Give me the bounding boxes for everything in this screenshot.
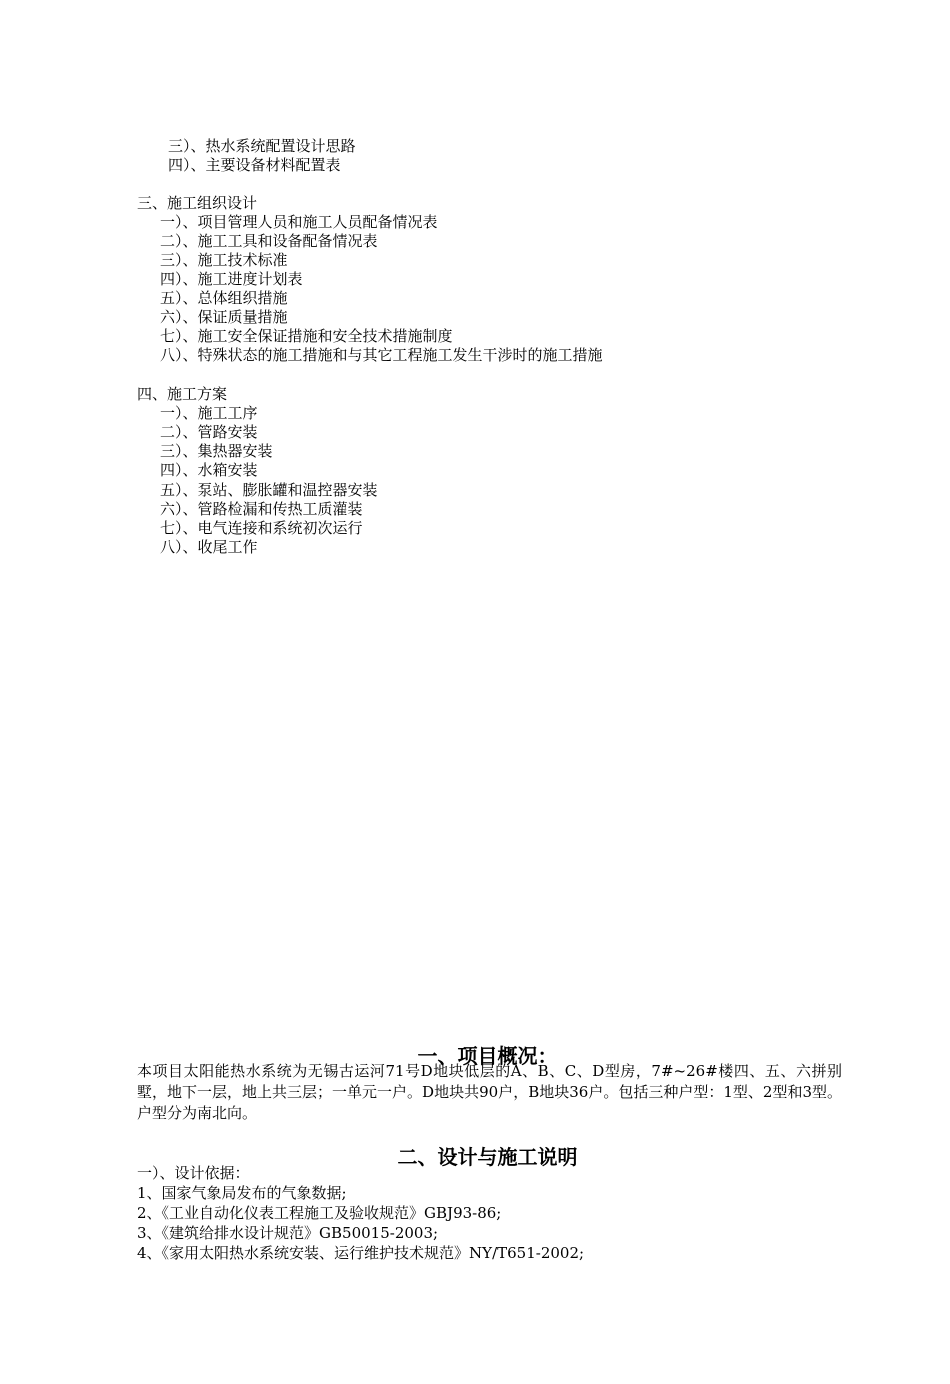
section2-item-3: 3、《建筑给排水设计规范》GB50015-2003; [137,1224,439,1242]
section2-item-2: 2、《工业自动化仪表工程施工及验收规范》GBJ93-86; [137,1204,502,1222]
toc-section4-item-1: 一）、施工工序 [160,404,258,422]
toc-section3-item-4: 四）、施工进度计划表 [160,270,303,288]
section2-subheading: 一）、设计依据： [137,1164,250,1182]
toc-section4-item-8: 八）、收尾工作 [160,538,258,556]
toc-section3-item-6: 六）、保证质量措施 [160,308,288,326]
section2-item-1: 1、国家气象局发布的气象数据; [137,1184,347,1202]
section2-heading: 二、设计与施工说明 [397,1145,578,1169]
toc-top-item-2: 四）、主要设备材料配置表 [168,156,341,174]
toc-section3-item-5: 五）、总体组织措施 [160,289,288,307]
toc-section4-item-4: 四）、水箱安装 [160,461,258,479]
toc-section4-item-2: 二）、管路安装 [160,423,258,441]
section1-heading: 一、项目概况： [417,1044,558,1068]
toc-section3-item-3: 三）、施工技术标准 [160,251,288,269]
toc-section3-title: 三、施工组织设计 [137,194,258,212]
toc-section3-item-1: 一）、项目管理人员和施工人员配备情况表 [160,213,438,231]
toc-section4-item-7: 七）、电气连接和系统初次运行 [160,519,363,537]
section2-item-4: 4、《家用太阳热水系统安装、运行维护技术规范》NY/T651-2002; [137,1244,585,1262]
section1-paragraph: 本项目太阳能热水系统为无锡古运河71号D地块低层的A、B、C、D型房，7#~26#楼四、五、六拼别墅，地下一层，地上共三层；一单元一户。D地块共90户，B地块36户。包括三种户型：1型、2型和3型。户型分为南北向。 [137,1062,842,1122]
toc-section3-item-8: 八）、特殊状态的施工措施和与其它工程施工发生干涉时的施工措施 [160,346,603,364]
toc-section3-item-7: 七）、施工安全保证措施和安全技术措施制度 [160,327,453,345]
toc-section4-item-3: 三）、集热器安装 [160,442,273,460]
toc-section4-title: 四、施工方案 [137,385,228,403]
toc-section4-item-5: 五）、泵站、膨胀罐和温控器安装 [160,481,378,499]
toc-section3-item-2: 二）、施工工具和设备配备情况表 [160,232,378,250]
toc-section4-item-6: 六）、管路检漏和传热工质灌装 [160,500,363,518]
toc-top-item-1: 三）、热水系统配置设计思路 [168,137,356,155]
